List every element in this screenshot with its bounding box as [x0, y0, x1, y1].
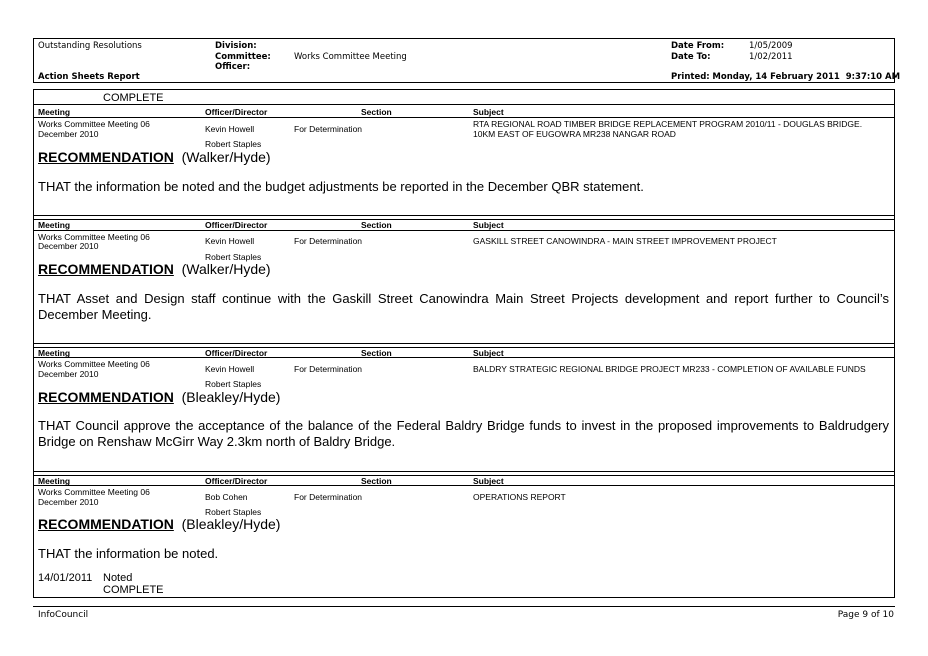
date-from-label: Date From:	[671, 41, 725, 51]
report-name: Outstanding Resolutions	[38, 41, 142, 51]
col-officer: Officer/Director	[205, 348, 268, 358]
meeting-line1: Works Committee Meeting 06	[38, 487, 150, 497]
movers: (Walker/Hyde)	[181, 261, 271, 277]
col-subject: Subject	[473, 220, 504, 230]
sheet-title: Action Sheets Report	[38, 72, 140, 82]
resolution-text: THAT the information be noted.	[38, 546, 219, 561]
top-status: COMPLETE	[103, 92, 164, 104]
meeting-line2: December 2010	[38, 369, 99, 379]
col-officer: Officer/Director	[205, 476, 268, 486]
header-left-rule	[33, 38, 34, 82]
officer: Kevin Howell	[205, 124, 255, 134]
col-meeting: Meeting	[38, 220, 71, 230]
col-officer: Officer/Director	[205, 107, 268, 117]
officer: Kevin Howell	[205, 236, 255, 246]
recommendation-label: RECOMMENDATION	[38, 516, 174, 532]
recommendation	[38, 261, 271, 277]
recommendation-label: RECOMMENDATION	[38, 389, 174, 405]
date-to-value: 1/02/2011	[749, 52, 793, 62]
action-note: Noted	[103, 572, 133, 584]
subject-line1: BALDRY STRATEGIC REGIONAL BRIDGE PROJECT MR233 - COMPLETION OF AVAILABLE FUNDS	[473, 364, 866, 374]
recommendation-label: RECOMMENDATION	[38, 149, 174, 165]
col-subject: Subject	[473, 107, 504, 117]
col-officer: Officer/Director	[205, 220, 268, 230]
meeting-line1: Works Committee Meeting 06	[38, 119, 150, 129]
col-meeting: Meeting	[38, 476, 71, 486]
subject-line1: RTA REGIONAL ROAD TIMBER BRIDGE REPLACEMENT PROGRAM 2010/11 - DOUGLAS BRIDGE.	[473, 119, 863, 129]
col-section: Section	[361, 220, 392, 230]
action-status: COMPLETE	[103, 584, 164, 596]
meeting-line2: December 2010	[38, 241, 99, 251]
resolution-text: THAT Asset and Design staff continue with the Gaskill Street Canowindra Main Street Projects development and report further to Council’s December Meeting.	[38, 291, 889, 322]
meeting-line1: Works Committee Meeting 06	[38, 359, 150, 369]
section: For Determination	[294, 492, 363, 502]
director: Robert Staples	[205, 379, 262, 389]
section: For Determination	[294, 236, 363, 246]
section: For Determination	[294, 124, 363, 134]
frame-bottom	[33, 597, 895, 598]
printed-label: Printed:	[671, 72, 710, 82]
movers: (Bleakley/Hyde)	[181, 389, 281, 405]
subject-line2: 10KM EAST OF EUGOWRA MR238 NANGAR ROAD	[473, 129, 676, 139]
col-section: Section	[361, 476, 392, 486]
footer-rule	[33, 606, 895, 607]
header-top-rule	[33, 38, 895, 39]
date-from-value: 1/05/2009	[749, 41, 793, 51]
officer: Bob Cohen	[205, 492, 248, 502]
officer-label: Officer:	[215, 62, 251, 72]
committee-label: Committee:	[215, 52, 271, 62]
frame-top	[33, 89, 895, 90]
subject-line1: OPERATIONS REPORT	[473, 492, 566, 502]
printed-value: Monday, 14 February 2011 9:37:10 AM	[712, 72, 901, 82]
col-meeting: Meeting	[38, 107, 71, 117]
director: Robert Staples	[205, 252, 262, 262]
col-section: Section	[361, 107, 392, 117]
director: Robert Staples	[205, 507, 262, 517]
resolution-text: THAT Council approve the acceptance of the balance of the Federal Baldry Bridge funds to invest in the proposed improvements to Baldrudgery Bridge on Renshaw McGirr Way 2.3km north of Baldry Bridge.	[38, 418, 889, 449]
meeting-line1: Works Committee Meeting 06	[38, 232, 150, 242]
col-meeting: Meeting	[38, 348, 71, 358]
col-section: Section	[361, 348, 392, 358]
footer-brand: InfoCouncil	[38, 610, 89, 620]
meeting-line2: December 2010	[38, 129, 99, 139]
resolution-text: THAT the information be noted and the budget adjustments be reported in the December QBR statement.	[38, 179, 644, 194]
page-number: Page 9 of 10	[837, 610, 894, 620]
recommendation	[38, 516, 280, 532]
recommendation	[38, 389, 280, 405]
director: Robert Staples	[205, 139, 262, 149]
section: For Determination	[294, 364, 363, 374]
movers: (Bleakley/Hyde)	[181, 516, 281, 532]
recommendation	[38, 149, 271, 165]
subject-line1: GASKILL STREET CANOWINDRA - MAIN STREET IMPROVEMENT PROJECT	[473, 236, 777, 246]
movers: (Walker/Hyde)	[181, 149, 271, 165]
header-bottom-rule	[33, 82, 895, 83]
date-to-label: Date To:	[671, 52, 711, 62]
officer: Kevin Howell	[205, 364, 255, 374]
meeting-line2: December 2010	[38, 497, 99, 507]
committee-value: Works Committee Meeting	[294, 52, 407, 62]
col-subject: Subject	[473, 476, 504, 486]
col-subject: Subject	[473, 348, 504, 358]
division-label: Division:	[215, 41, 257, 51]
action-date: 14/01/2011	[38, 572, 93, 584]
recommendation-label: RECOMMENDATION	[38, 261, 174, 277]
